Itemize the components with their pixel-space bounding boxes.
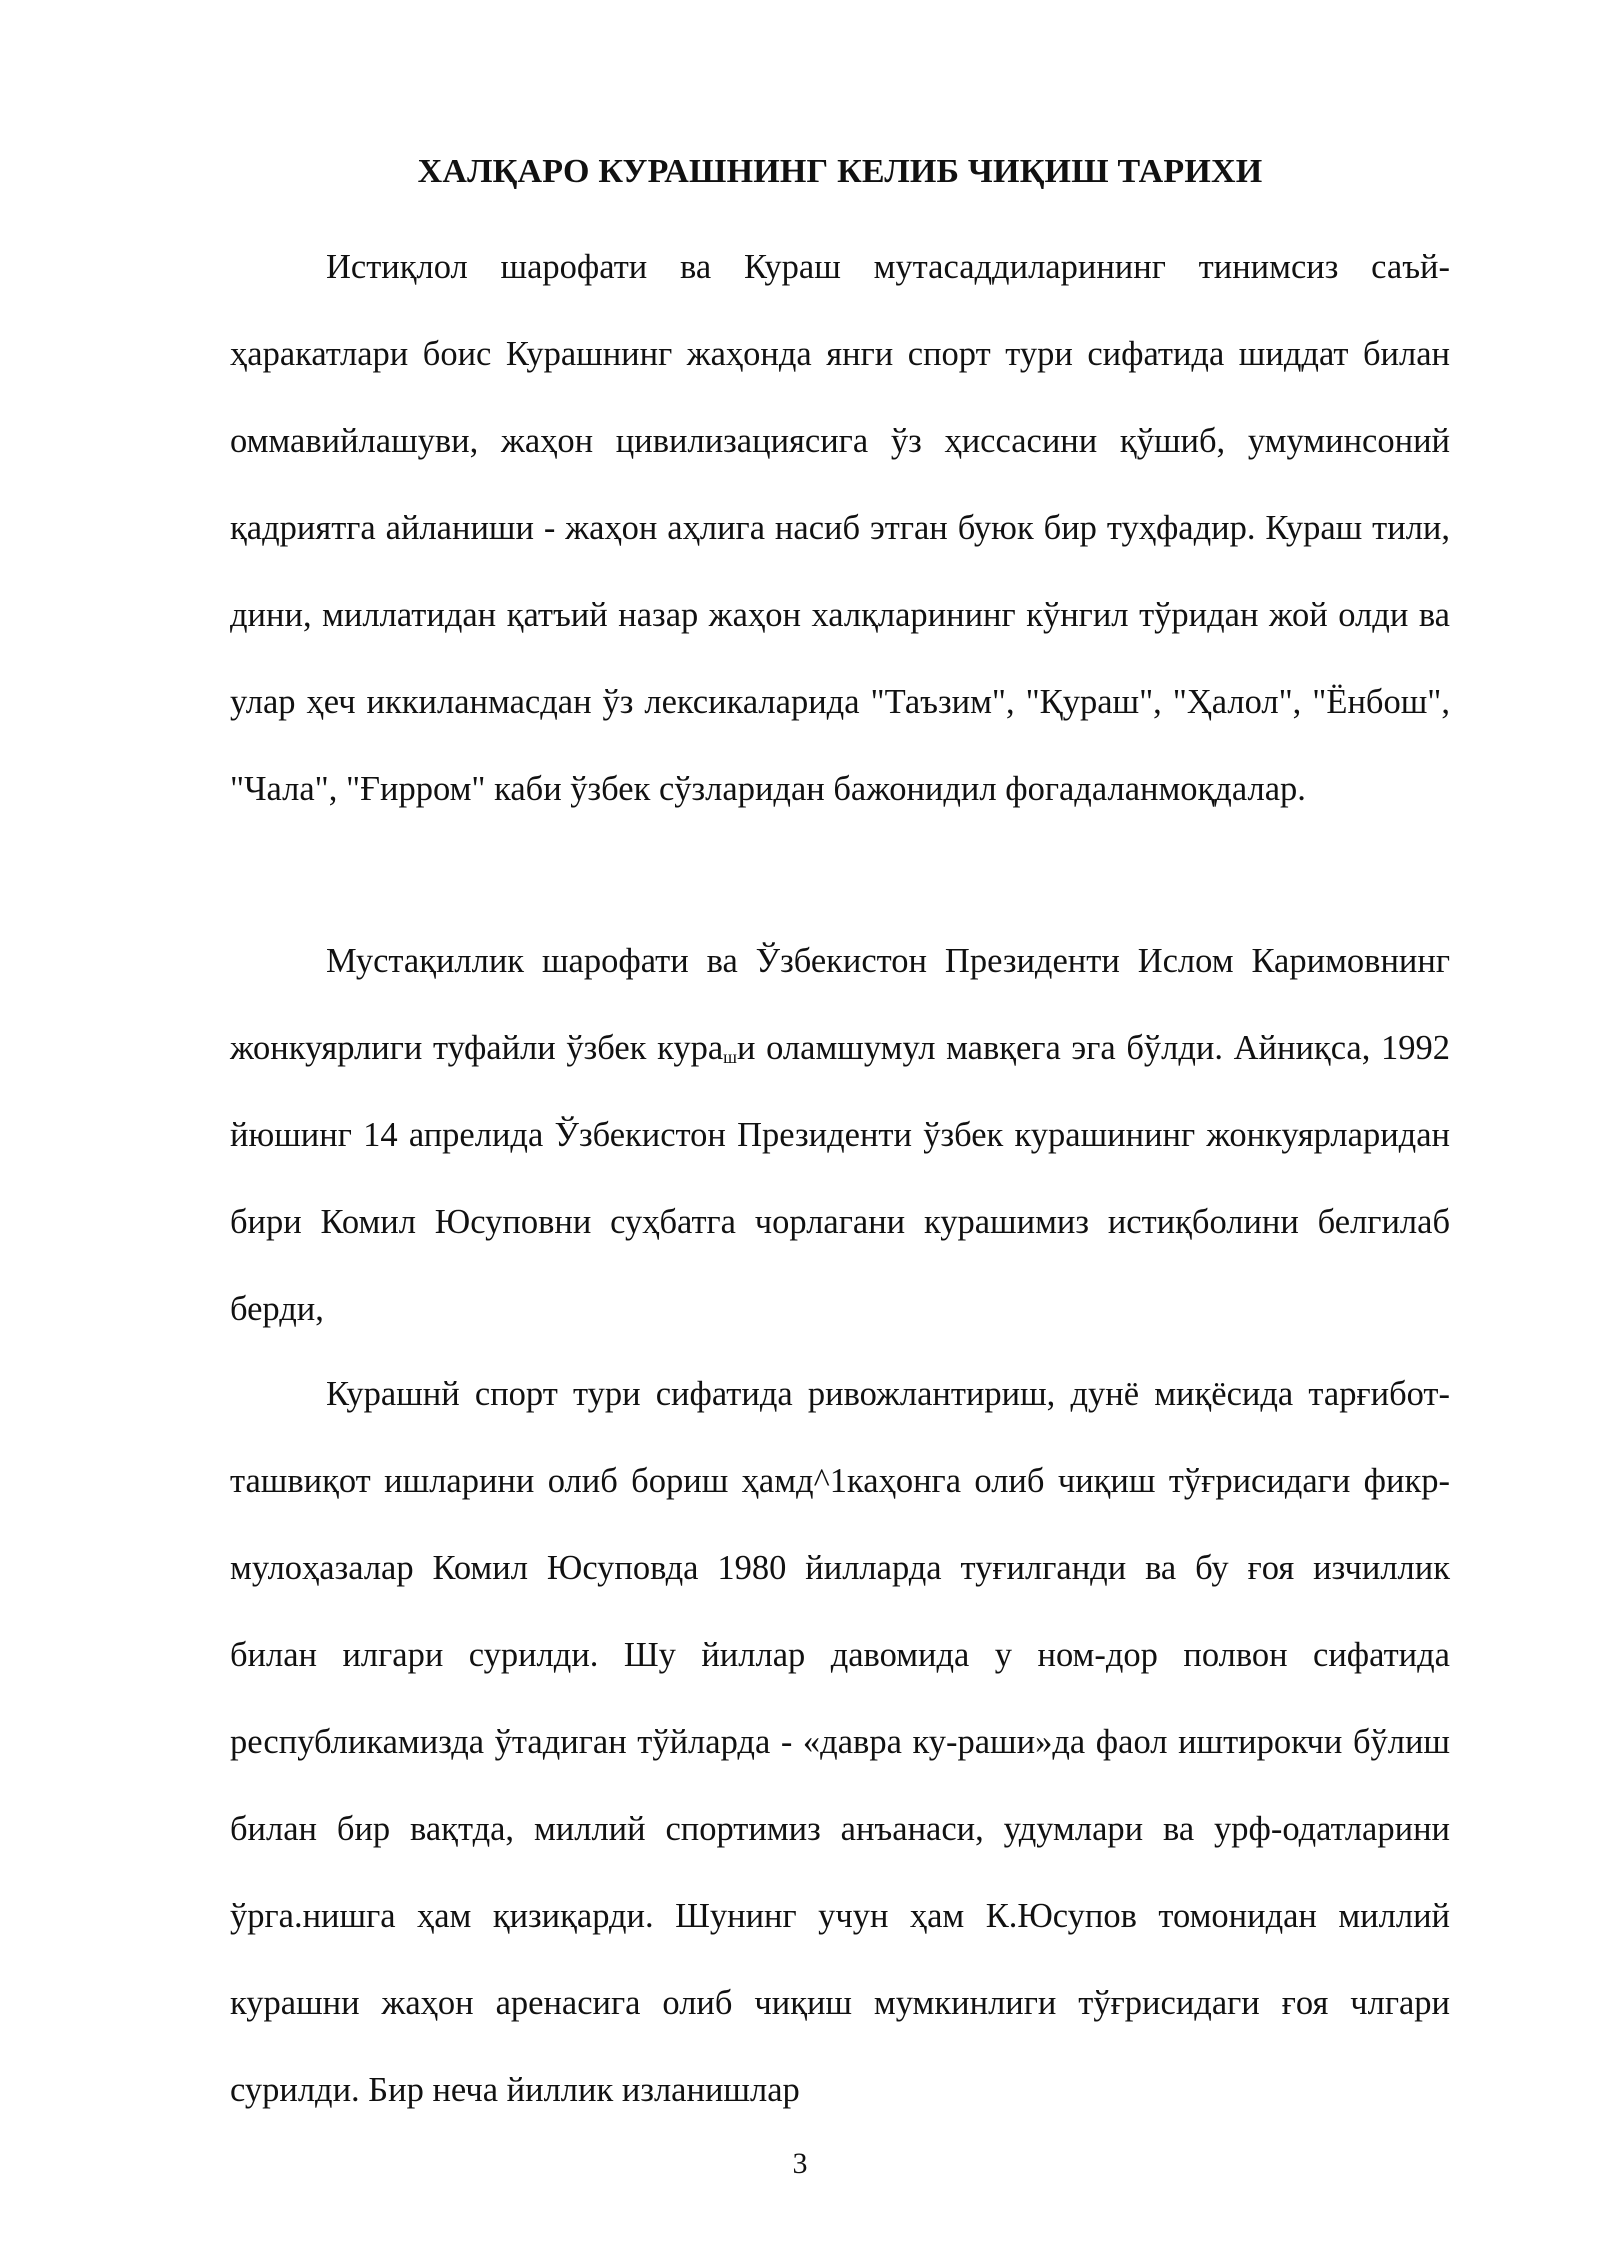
page-number: 3: [792, 2147, 808, 2180]
paragraph-1: Истиқлол шарофати ва Кураш мутасаддиларининг тинимсиз саъй-ҳаракатлари боис Курашнинг жаҳонда янги спорт тури сифатида шиддат билан оммавийлашуви, жаҳон цивилизациясига ўз ҳиссасини қўшиб, умуминсоний қадриятга айланиши - жаҳон аҳлига насиб этган буюк бир туҳфадир. Кураш тили, дини, миллатидан қатъий назар жаҳон халқларининг кўнгил тўридан жой олди ва улар ҳеч иккиланмасдан ўз лексикаларида "Таъзим", "Қураш", "Ҳалол", "Ёнбош", "Чала", "Ғирром" каби ўзбек сўзларидан бажонидил фогадаланмоқдалар.: [230, 248, 1450, 808]
paragraph-2-text: Мустақиллик шарофати ва Ўзбекистон Президенти Ислом Каримовнинг жонкуярлиги туфайли ўзбек кура: [230, 942, 1450, 1067]
paragraph-3: Курашнй спорт тури сифатида ривожлантириш, дунё миқёсида тарғибот-ташвиқот ишларини олиб бориш ҳамд^1каҳонга олиб чиқиш тўғрисидаги фикр-мулоҳазалар Комил Юсуповда 1980 йилларда туғилганди ва бу ғоя изчиллик билан илгари сурилди. Шу йиллар давомида у ном-дор полвон сифатида республикамизда ўтадиган тўйларда - «давра ку-раши»да фаол иштирокчи бўлиш билан бир вақтда, миллий спортимиз анъанаси, удумлари ва урф-одатларини ўрга.нишга ҳам қизиқарди. Шунинг учун ҳам К.Юсупов томонидан миллий курашни жаҳон аренасига олиб чиқиш мумкинлиги тўғрисидаги ғоя члгари сурилди. Бир неча йиллик изланишлар: [230, 1375, 1450, 2109]
page-title: ХАЛҚАРО КУРАШНИНГ КЕЛИБ ЧИҚИШ ТАРИХИ: [417, 153, 1263, 190]
paragraph-2-text-rest: и оламшумул мавқега эга бўлди. Айниқса, 1992 йюшинг 14 апрелида Ўзбекистон Президенти ўзбек курашининг жонкуярларидан бири Комил Юсуповни суҳбатга чорлагани курашимиз истиқболини белгилаб берди,: [230, 1029, 1450, 1328]
paragraph-2: [230, 918, 1450, 1353]
paragraph-2-subscript: ш: [723, 1047, 738, 1067]
